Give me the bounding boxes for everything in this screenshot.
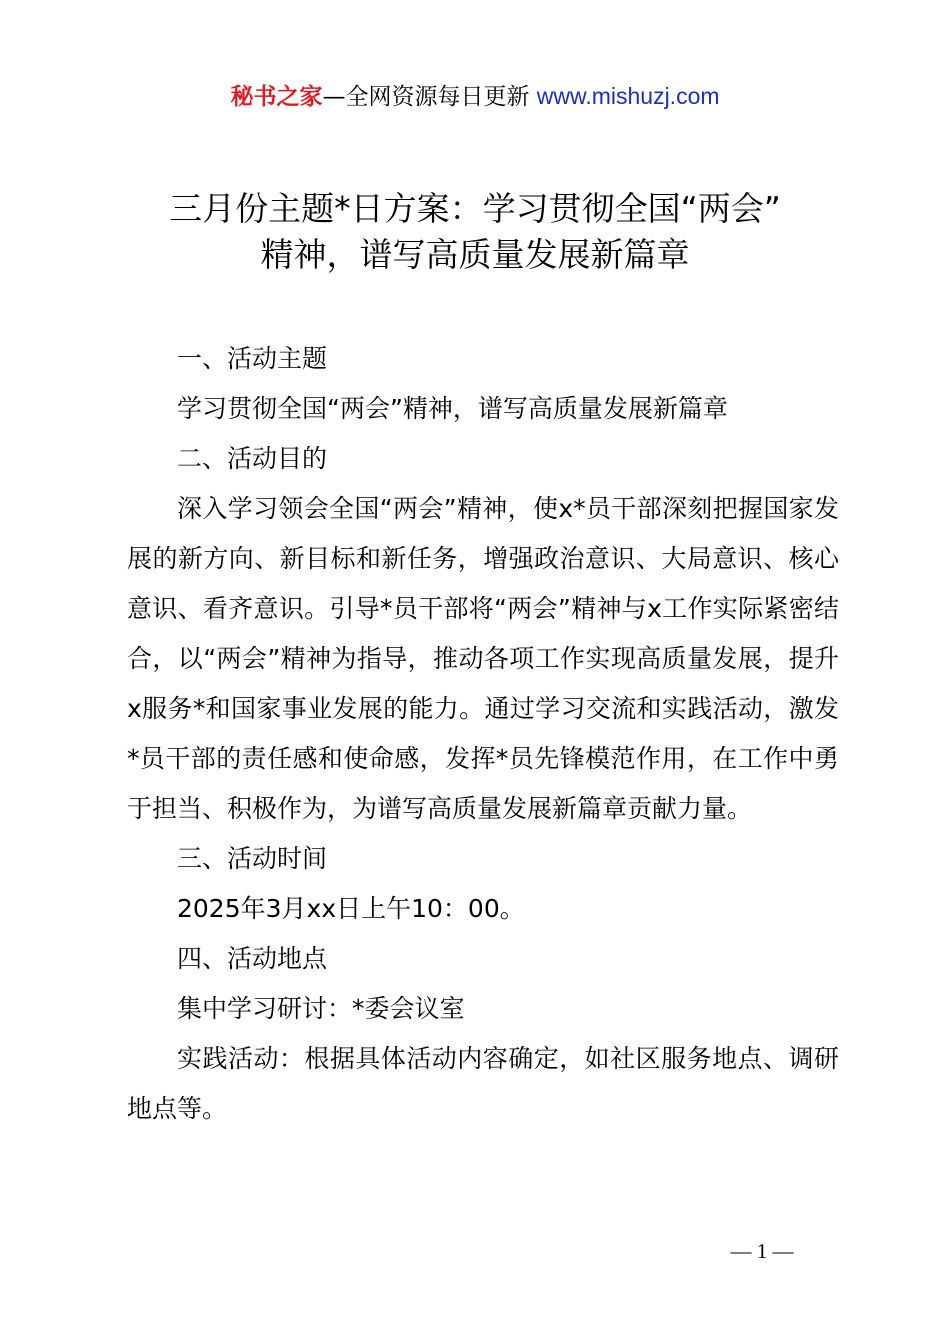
document-title [0,186,950,278]
section-heading-theme: 一、活动主题 [177,344,328,373]
location-text-study: 集中学习研讨：*委会议室 [177,994,465,1023]
title-line-1: 三月份主题*日方案：学习贯彻全国“两会” [169,189,781,228]
document-body [127,334,839,1134]
title-line-2: 精神，谱写高质量发展新篇章 [260,235,690,274]
site-header [0,80,950,113]
site-brand: 秘书之家 [230,84,323,110]
section-heading-location: 四、活动地点 [177,944,328,973]
page-number: — 1 — [730,1239,794,1263]
site-tagline: —全网资源每日更新 [322,84,537,110]
theme-text: 学习贯彻全国“两会”精神，谱写高质量发展新篇章 [177,394,728,423]
location-text-practice: 实践活动：根据具体活动内容确定，如社区服务地点、调研地点等。 [127,1044,839,1123]
purpose-text: 深入学习领会全国“两会”精神，使x*员干部深刻把握国家发展的新方向、新目标和新任务，增强政治意识、大局意识、核心意识、看齐意识。引导*员干部将“两会”精神与x工作实际紧密结合，以“两会”精神为指导，推动各项工作实现高质量发展，提升x服务*和国家事业发展的能力。通过学习交流和实践活动，激发*员干部的责任感和使命感，发挥*员先锋模范作用，在工作中勇于担当、积极作为，为谱写高质量发展新篇章贡献力量。 [127,494,839,823]
section-heading-time: 三、活动时间 [177,844,328,873]
time-text: 2025年3月xx日上午10：00。 [177,894,525,923]
site-url[interactable]: www.mishuzj.com [536,83,720,109]
section-heading-purpose: 二、活动目的 [177,444,328,473]
